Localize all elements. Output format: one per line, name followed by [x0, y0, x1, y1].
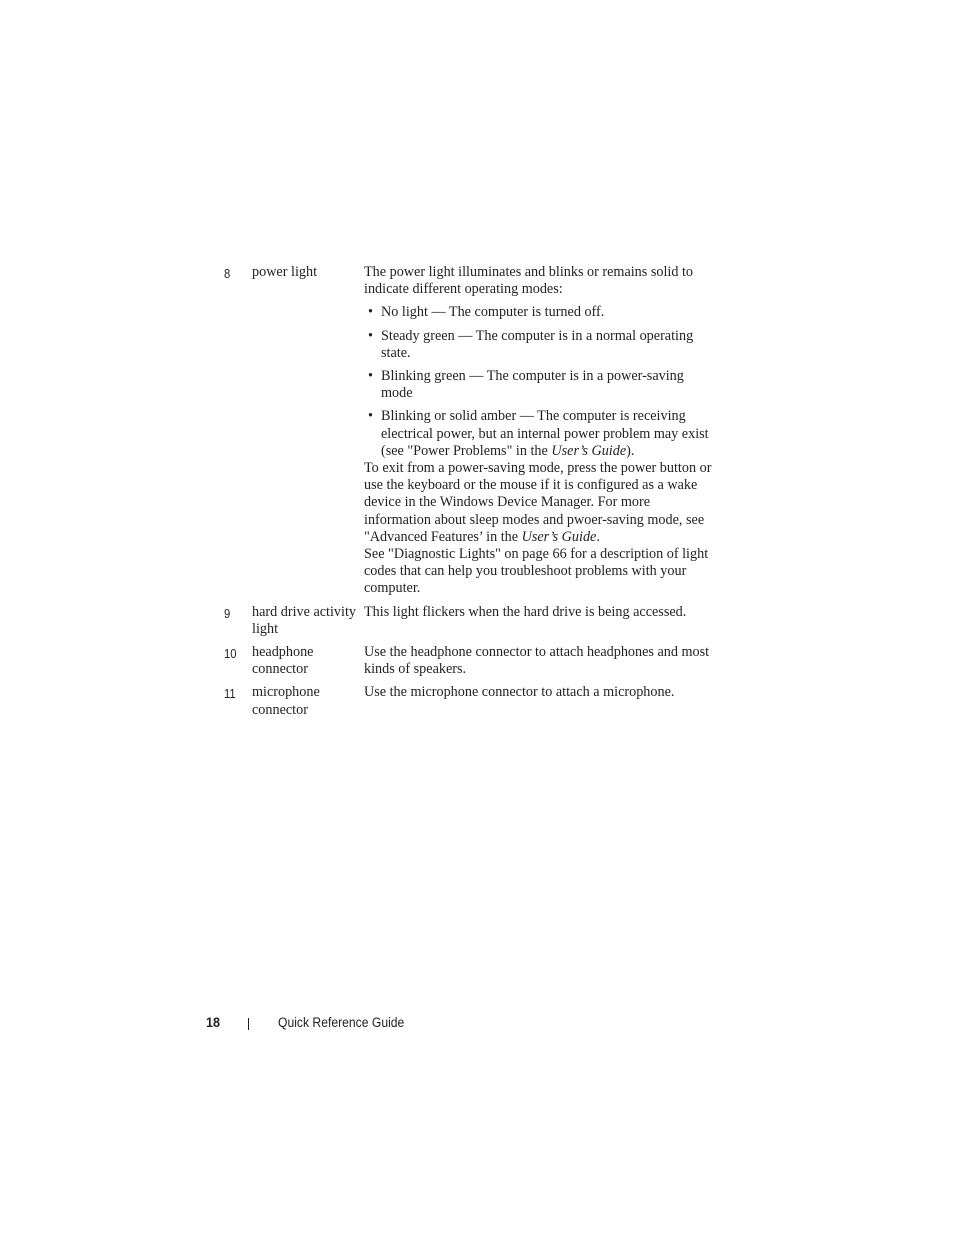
item-name: power light — [252, 264, 318, 280]
item-name: microphone connector — [252, 684, 320, 718]
bullet-icon: • — [368, 368, 373, 385]
footer-separator — [248, 1018, 249, 1030]
diagnostic-lights-paragraph: See "Diagnostic Lights" on page 66 for a description of light codes that can help you troubleshoot problems with your computer. — [364, 546, 709, 597]
page-number: 18 — [206, 1014, 221, 1030]
table-row — [0, 684, 954, 718]
item-number: 10 — [224, 647, 237, 662]
item-description: This light flickers when the hard drive is being accessed. — [364, 603, 687, 620]
intro-paragraph: The power light illuminates and blinks or remains solid to indicate different operating modes: — [364, 264, 694, 298]
exit-power-saving-paragraph: To exit from a power-saving mode, press the power button or use the keyboard or the mouse if it is configured as a wake device in the Windows Device Manager. For more information about sleep modes and pwoer-saving mode, see "Advanced Features’ in the User’s Guide. — [364, 460, 712, 545]
item-description — [364, 264, 716, 598]
item-number: 9 — [224, 606, 231, 621]
footer-title: Quick Reference Guide — [278, 1015, 405, 1030]
bullet-icon: • — [368, 304, 373, 321]
list-item: • Blinking green — The computer is in a power-saving mode — [368, 368, 684, 402]
list-item: • Steady green — The computer is in a normal operating state. — [368, 327, 694, 361]
item-name: hard drive activity light — [252, 603, 357, 637]
table-row — [0, 644, 954, 678]
item-name: headphone connector — [252, 644, 314, 678]
table-row — [0, 264, 954, 598]
item-description: Use the headphone connector to attach headphones and most kinds of speakers. — [364, 644, 710, 678]
item-number: 11 — [224, 687, 236, 702]
item-number: 8 — [224, 267, 231, 281]
component-table — [0, 264, 954, 719]
bullet-icon: • — [368, 327, 373, 344]
list-item: • No light — The computer is turned off. — [368, 304, 605, 321]
guide-reference: User’s Guide — [521, 528, 597, 545]
guide-reference: User’s Guide — [551, 442, 627, 459]
table-row — [0, 604, 954, 638]
list-item: • Blinking or solid amber — The computer is receiving electrical power, but an internal power problem may exist (see "Power Problems" in the User’s Guide). — [368, 408, 709, 459]
item-description: Use the microphone connector to attach a microphone. — [364, 684, 675, 701]
bullet-icon: • — [368, 408, 373, 425]
mode-list — [364, 304, 716, 460]
